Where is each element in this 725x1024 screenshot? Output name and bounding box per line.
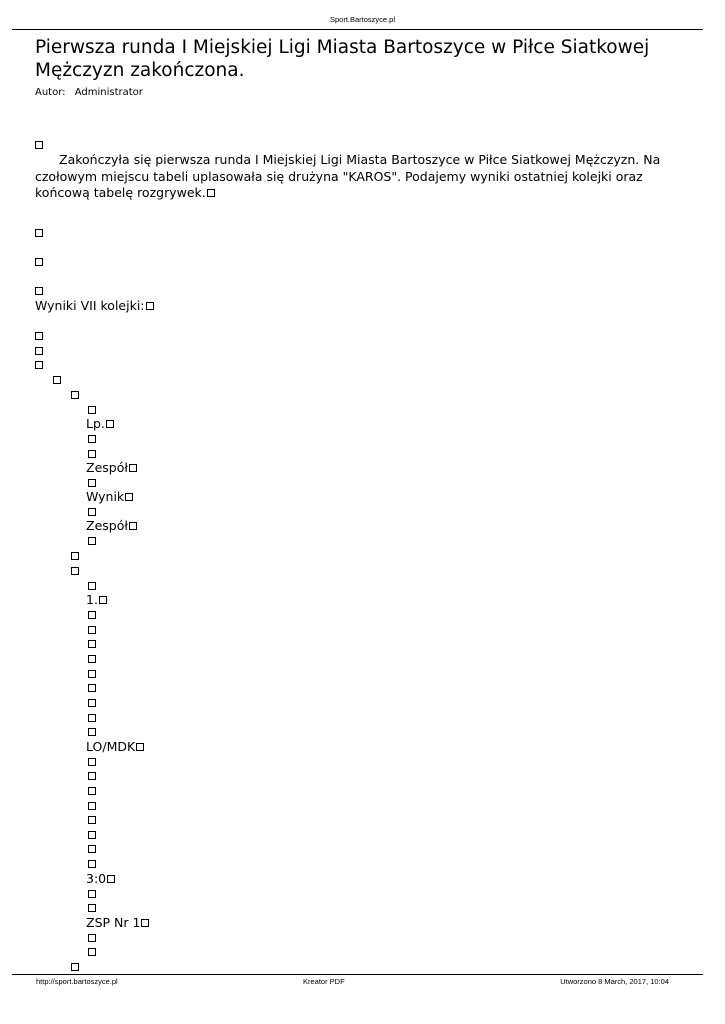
missing-glyph — [88, 799, 96, 813]
missing-glyph — [53, 373, 61, 387]
missing-glyph — [88, 432, 96, 446]
intro-text: Zakończyła się pierwsza runda I Miejskiej Ligi Miasta Bartoszyce w Piłce Siatkowej Mężczyzn. Na czołowym miejscu tabeli uplasowała się drużyna "KAROS". Podajemy wyniki ostatniej kolejki oraz końcową tabelę rozgrywek. — [35, 152, 661, 200]
missing-glyph — [88, 755, 96, 769]
missing-glyph — [88, 476, 96, 490]
missing-glyph — [35, 344, 43, 358]
missing-glyph — [88, 652, 96, 666]
missing-glyph — [35, 138, 43, 152]
results-heading: Wyniki VII kolejki: — [35, 299, 154, 313]
missing-glyph — [71, 549, 79, 563]
footer-url[interactable]: http://sport.bartoszyce.pl — [36, 977, 118, 986]
footer-divider — [12, 974, 703, 975]
missing-glyph — [88, 681, 96, 695]
article-title: Pierwsza runda I Miejskiej Ligi Miasta Bartoszyce w Piłce Siatkowej Mężczyzn zakończona. — [35, 37, 650, 81]
missing-glyph — [88, 608, 96, 622]
missing-glyph — [88, 784, 96, 798]
missing-glyph — [88, 696, 96, 710]
missing-glyph — [88, 945, 96, 959]
missing-glyph — [88, 725, 96, 739]
table-header-team-b: Zespół — [86, 519, 137, 533]
missing-glyph — [88, 447, 96, 461]
footer-generator: Kreator PDF — [303, 977, 345, 986]
missing-glyph — [71, 564, 79, 578]
missing-glyph — [88, 887, 96, 901]
table-cell-lp: 1. — [86, 593, 107, 607]
missing-glyph — [88, 857, 96, 871]
missing-glyph — [88, 579, 96, 593]
author-line — [35, 87, 143, 98]
missing-glyph — [71, 388, 79, 402]
missing-glyph — [35, 358, 43, 372]
missing-glyph — [88, 505, 96, 519]
missing-glyph — [88, 901, 96, 915]
missing-glyph — [88, 534, 96, 548]
article-intro — [35, 152, 675, 202]
missing-glyph — [35, 329, 43, 343]
missing-glyph — [88, 711, 96, 725]
missing-glyph — [88, 842, 96, 856]
missing-glyph — [88, 403, 96, 417]
missing-glyph — [88, 828, 96, 842]
missing-glyph — [35, 255, 43, 269]
table-cell-score: 3:0 — [86, 872, 115, 886]
table-header-team-a: Zespół — [86, 461, 137, 475]
table-cell-team-a: LO/MDK — [86, 740, 144, 754]
table-header-score: Wynik — [86, 490, 133, 504]
site-header: Sport.Bartoszyce.pl — [329, 15, 396, 24]
missing-glyph — [207, 189, 215, 197]
missing-glyph — [88, 769, 96, 783]
header-divider — [12, 29, 703, 30]
missing-glyph — [35, 226, 43, 240]
missing-glyph — [71, 960, 79, 974]
missing-glyph — [35, 284, 43, 298]
author-label: Autor: — [35, 87, 66, 98]
missing-glyph — [88, 637, 96, 651]
missing-glyph — [88, 813, 96, 827]
missing-glyph — [88, 931, 96, 945]
missing-glyph — [88, 623, 96, 637]
author-name: Administrator — [74, 87, 143, 98]
table-header-lp: Lp. — [86, 417, 114, 431]
missing-glyph — [88, 667, 96, 681]
footer-created: Utworzono 8 March, 2017, 10:04 — [560, 977, 669, 986]
table-cell-team-b: ZSP Nr 1 — [86, 916, 149, 930]
